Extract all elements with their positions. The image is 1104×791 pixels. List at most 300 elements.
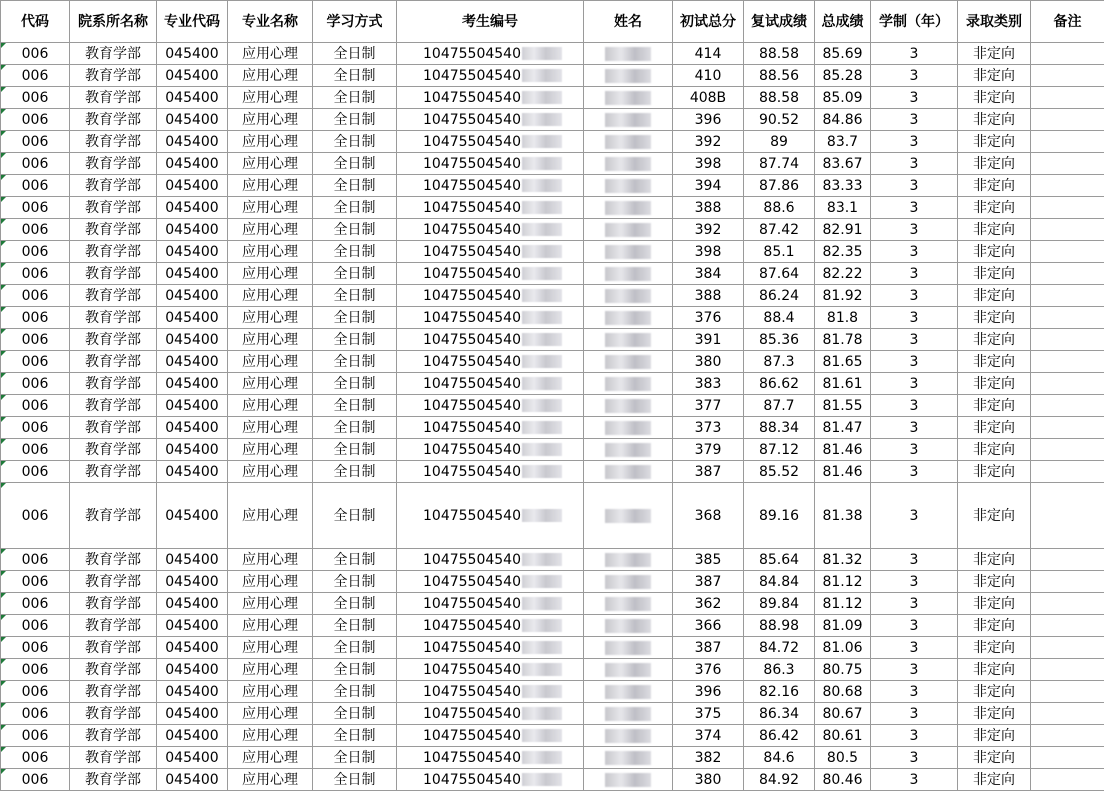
candidate-id-cell[interactable]	[397, 241, 584, 263]
category-cell[interactable]: 非定向	[958, 43, 1031, 65]
study-mode-cell[interactable]: 全日制	[313, 87, 397, 109]
code-cell[interactable]: 006	[1, 87, 70, 109]
retest-score-cell[interactable]: 86.24	[744, 285, 815, 307]
years-cell[interactable]: 3	[871, 87, 958, 109]
retest-score-cell[interactable]: 88.56	[744, 65, 815, 87]
retest-score-cell[interactable]: 87.7	[744, 395, 815, 417]
note-cell[interactable]	[1031, 373, 1104, 395]
category-cell[interactable]: 非定向	[958, 175, 1031, 197]
dept-name-cell[interactable]: 教育学部	[70, 263, 157, 285]
category-cell[interactable]: 非定向	[958, 593, 1031, 615]
header-cell[interactable]: 学习方式	[313, 1, 397, 43]
study-mode-cell[interactable]: 全日制	[313, 637, 397, 659]
candidate-id-cell[interactable]	[397, 351, 584, 373]
years-cell[interactable]: 3	[871, 615, 958, 637]
major-code-cell[interactable]: 045400	[157, 593, 228, 615]
dept-name-cell[interactable]: 教育学部	[70, 659, 157, 681]
code-cell[interactable]: 006	[1, 659, 70, 681]
candidate-id-cell[interactable]	[397, 747, 584, 769]
candidate-id-cell[interactable]	[397, 593, 584, 615]
note-cell[interactable]	[1031, 659, 1104, 681]
major-name-cell[interactable]: 应用心理	[228, 549, 313, 571]
years-cell[interactable]: 3	[871, 65, 958, 87]
candidate-id-cell[interactable]	[397, 439, 584, 461]
name-cell[interactable]	[584, 87, 673, 109]
category-cell[interactable]: 非定向	[958, 703, 1031, 725]
study-mode-cell[interactable]: 全日制	[313, 725, 397, 747]
note-cell[interactable]	[1031, 395, 1104, 417]
major-code-cell[interactable]: 045400	[157, 769, 228, 791]
candidate-id-cell[interactable]	[397, 637, 584, 659]
study-mode-cell[interactable]: 全日制	[313, 615, 397, 637]
study-mode-cell[interactable]: 全日制	[313, 571, 397, 593]
name-cell[interactable]	[584, 329, 673, 351]
name-cell[interactable]	[584, 439, 673, 461]
total-score-cell[interactable]: 81.65	[815, 351, 871, 373]
category-cell[interactable]: 非定向	[958, 549, 1031, 571]
retest-score-cell[interactable]: 87.42	[744, 219, 815, 241]
retest-score-cell[interactable]: 87.12	[744, 439, 815, 461]
major-code-cell[interactable]: 045400	[157, 395, 228, 417]
study-mode-cell[interactable]: 全日制	[313, 351, 397, 373]
study-mode-cell[interactable]: 全日制	[313, 483, 397, 549]
major-name-cell[interactable]: 应用心理	[228, 43, 313, 65]
total-score-cell[interactable]: 81.06	[815, 637, 871, 659]
category-cell[interactable]: 非定向	[958, 637, 1031, 659]
name-cell[interactable]	[584, 307, 673, 329]
candidate-id-cell[interactable]	[397, 571, 584, 593]
retest-score-cell[interactable]: 88.34	[744, 417, 815, 439]
total-score-cell[interactable]: 81.61	[815, 373, 871, 395]
note-cell[interactable]	[1031, 681, 1104, 703]
category-cell[interactable]: 非定向	[958, 263, 1031, 285]
note-cell[interactable]	[1031, 483, 1104, 549]
retest-score-cell[interactable]: 84.72	[744, 637, 815, 659]
name-cell[interactable]	[584, 351, 673, 373]
study-mode-cell[interactable]: 全日制	[313, 549, 397, 571]
initial-score-cell[interactable]: 379	[673, 439, 744, 461]
candidate-id-cell[interactable]	[397, 615, 584, 637]
note-cell[interactable]	[1031, 769, 1104, 791]
initial-score-cell[interactable]: 387	[673, 461, 744, 483]
major-name-cell[interactable]: 应用心理	[228, 307, 313, 329]
study-mode-cell[interactable]: 全日制	[313, 593, 397, 615]
code-cell[interactable]: 006	[1, 241, 70, 263]
candidate-id-cell[interactable]	[397, 329, 584, 351]
candidate-id-cell[interactable]	[397, 417, 584, 439]
category-cell[interactable]: 非定向	[958, 769, 1031, 791]
code-cell[interactable]: 006	[1, 593, 70, 615]
initial-score-cell[interactable]: 362	[673, 593, 744, 615]
major-code-cell[interactable]: 045400	[157, 131, 228, 153]
major-name-cell[interactable]: 应用心理	[228, 703, 313, 725]
total-score-cell[interactable]: 83.33	[815, 175, 871, 197]
major-name-cell[interactable]: 应用心理	[228, 351, 313, 373]
category-cell[interactable]: 非定向	[958, 461, 1031, 483]
category-cell[interactable]: 非定向	[958, 417, 1031, 439]
initial-score-cell[interactable]: 382	[673, 747, 744, 769]
category-cell[interactable]: 非定向	[958, 439, 1031, 461]
retest-score-cell[interactable]: 89.16	[744, 483, 815, 549]
candidate-id-cell[interactable]	[397, 769, 584, 791]
initial-score-cell[interactable]: 392	[673, 219, 744, 241]
years-cell[interactable]: 3	[871, 153, 958, 175]
name-cell[interactable]	[584, 153, 673, 175]
major-name-cell[interactable]: 应用心理	[228, 263, 313, 285]
major-name-cell[interactable]: 应用心理	[228, 109, 313, 131]
category-cell[interactable]: 非定向	[958, 65, 1031, 87]
name-cell[interactable]	[584, 681, 673, 703]
initial-score-cell[interactable]: 396	[673, 109, 744, 131]
total-score-cell[interactable]: 85.28	[815, 65, 871, 87]
name-cell[interactable]	[584, 747, 673, 769]
study-mode-cell[interactable]: 全日制	[313, 461, 397, 483]
retest-score-cell[interactable]: 87.86	[744, 175, 815, 197]
initial-score-cell[interactable]: 387	[673, 637, 744, 659]
name-cell[interactable]	[584, 197, 673, 219]
major-code-cell[interactable]: 045400	[157, 747, 228, 769]
total-score-cell[interactable]: 81.12	[815, 571, 871, 593]
major-name-cell[interactable]: 应用心理	[228, 681, 313, 703]
category-cell[interactable]: 非定向	[958, 351, 1031, 373]
name-cell[interactable]	[584, 395, 673, 417]
candidate-id-cell[interactable]	[397, 483, 584, 549]
dept-name-cell[interactable]: 教育学部	[70, 87, 157, 109]
note-cell[interactable]	[1031, 351, 1104, 373]
candidate-id-cell[interactable]	[397, 87, 584, 109]
note-cell[interactable]	[1031, 417, 1104, 439]
years-cell[interactable]: 3	[871, 241, 958, 263]
total-score-cell[interactable]: 81.47	[815, 417, 871, 439]
code-cell[interactable]: 006	[1, 637, 70, 659]
candidate-id-cell[interactable]	[397, 725, 584, 747]
name-cell[interactable]	[584, 131, 673, 153]
code-cell[interactable]: 006	[1, 417, 70, 439]
code-cell[interactable]: 006	[1, 351, 70, 373]
code-cell[interactable]: 006	[1, 175, 70, 197]
code-cell[interactable]: 006	[1, 439, 70, 461]
study-mode-cell[interactable]: 全日制	[313, 285, 397, 307]
dept-name-cell[interactable]: 教育学部	[70, 197, 157, 219]
major-name-cell[interactable]: 应用心理	[228, 87, 313, 109]
note-cell[interactable]	[1031, 263, 1104, 285]
code-cell[interactable]: 006	[1, 263, 70, 285]
note-cell[interactable]	[1031, 725, 1104, 747]
name-cell[interactable]	[584, 263, 673, 285]
major-name-cell[interactable]: 应用心理	[228, 439, 313, 461]
major-code-cell[interactable]: 045400	[157, 87, 228, 109]
dept-name-cell[interactable]: 教育学部	[70, 461, 157, 483]
header-cell[interactable]: 总成绩	[815, 1, 871, 43]
category-cell[interactable]: 非定向	[958, 153, 1031, 175]
years-cell[interactable]: 3	[871, 219, 958, 241]
major-code-cell[interactable]: 045400	[157, 197, 228, 219]
initial-score-cell[interactable]: 374	[673, 725, 744, 747]
total-score-cell[interactable]: 80.61	[815, 725, 871, 747]
dept-name-cell[interactable]: 教育学部	[70, 285, 157, 307]
candidate-id-cell[interactable]	[397, 461, 584, 483]
total-score-cell[interactable]: 81.55	[815, 395, 871, 417]
note-cell[interactable]	[1031, 439, 1104, 461]
major-name-cell[interactable]: 应用心理	[228, 637, 313, 659]
header-cell[interactable]: 院系所名称	[70, 1, 157, 43]
category-cell[interactable]: 非定向	[958, 725, 1031, 747]
major-code-cell[interactable]: 045400	[157, 43, 228, 65]
study-mode-cell[interactable]: 全日制	[313, 747, 397, 769]
note-cell[interactable]	[1031, 329, 1104, 351]
dept-name-cell[interactable]: 教育学部	[70, 351, 157, 373]
initial-score-cell[interactable]: 380	[673, 769, 744, 791]
major-code-cell[interactable]: 045400	[157, 241, 228, 263]
category-cell[interactable]: 非定向	[958, 395, 1031, 417]
retest-score-cell[interactable]: 86.3	[744, 659, 815, 681]
major-name-cell[interactable]: 应用心理	[228, 571, 313, 593]
major-name-cell[interactable]: 应用心理	[228, 769, 313, 791]
years-cell[interactable]: 3	[871, 549, 958, 571]
candidate-id-cell[interactable]	[397, 219, 584, 241]
header-cell[interactable]: 备注	[1031, 1, 1104, 43]
retest-score-cell[interactable]: 88.4	[744, 307, 815, 329]
candidate-id-cell[interactable]	[397, 373, 584, 395]
initial-score-cell[interactable]: 398	[673, 153, 744, 175]
study-mode-cell[interactable]: 全日制	[313, 131, 397, 153]
total-score-cell[interactable]: 82.22	[815, 263, 871, 285]
note-cell[interactable]	[1031, 593, 1104, 615]
total-score-cell[interactable]: 81.8	[815, 307, 871, 329]
candidate-id-cell[interactable]	[397, 285, 584, 307]
retest-score-cell[interactable]: 85.36	[744, 329, 815, 351]
header-cell[interactable]: 专业代码	[157, 1, 228, 43]
initial-score-cell[interactable]: 391	[673, 329, 744, 351]
total-score-cell[interactable]: 81.46	[815, 439, 871, 461]
code-cell[interactable]: 006	[1, 769, 70, 791]
dept-name-cell[interactable]: 教育学部	[70, 725, 157, 747]
note-cell[interactable]	[1031, 285, 1104, 307]
code-cell[interactable]: 006	[1, 109, 70, 131]
major-name-cell[interactable]: 应用心理	[228, 131, 313, 153]
major-name-cell[interactable]: 应用心理	[228, 483, 313, 549]
study-mode-cell[interactable]: 全日制	[313, 197, 397, 219]
note-cell[interactable]	[1031, 153, 1104, 175]
major-code-cell[interactable]: 045400	[157, 153, 228, 175]
note-cell[interactable]	[1031, 571, 1104, 593]
header-cell[interactable]: 初试总分	[673, 1, 744, 43]
retest-score-cell[interactable]: 88.58	[744, 87, 815, 109]
name-cell[interactable]	[584, 659, 673, 681]
years-cell[interactable]: 3	[871, 637, 958, 659]
dept-name-cell[interactable]: 教育学部	[70, 593, 157, 615]
total-score-cell[interactable]: 84.86	[815, 109, 871, 131]
dept-name-cell[interactable]: 教育学部	[70, 417, 157, 439]
code-cell[interactable]: 006	[1, 571, 70, 593]
major-code-cell[interactable]: 045400	[157, 417, 228, 439]
years-cell[interactable]: 3	[871, 659, 958, 681]
category-cell[interactable]: 非定向	[958, 659, 1031, 681]
initial-score-cell[interactable]: 385	[673, 549, 744, 571]
major-code-cell[interactable]: 045400	[157, 285, 228, 307]
initial-score-cell[interactable]: 394	[673, 175, 744, 197]
years-cell[interactable]: 3	[871, 483, 958, 549]
major-name-cell[interactable]: 应用心理	[228, 241, 313, 263]
study-mode-cell[interactable]: 全日制	[313, 153, 397, 175]
dept-name-cell[interactable]: 教育学部	[70, 219, 157, 241]
years-cell[interactable]: 3	[871, 197, 958, 219]
retest-score-cell[interactable]: 87.64	[744, 263, 815, 285]
retest-score-cell[interactable]: 88.6	[744, 197, 815, 219]
initial-score-cell[interactable]: 375	[673, 703, 744, 725]
retest-score-cell[interactable]: 87.74	[744, 153, 815, 175]
study-mode-cell[interactable]: 全日制	[313, 43, 397, 65]
category-cell[interactable]: 非定向	[958, 571, 1031, 593]
major-code-cell[interactable]: 045400	[157, 439, 228, 461]
total-score-cell[interactable]: 80.75	[815, 659, 871, 681]
major-name-cell[interactable]: 应用心理	[228, 175, 313, 197]
name-cell[interactable]	[584, 483, 673, 549]
major-name-cell[interactable]: 应用心理	[228, 395, 313, 417]
study-mode-cell[interactable]: 全日制	[313, 263, 397, 285]
name-cell[interactable]	[584, 461, 673, 483]
name-cell[interactable]	[584, 43, 673, 65]
total-score-cell[interactable]: 82.35	[815, 241, 871, 263]
note-cell[interactable]	[1031, 87, 1104, 109]
name-cell[interactable]	[584, 615, 673, 637]
name-cell[interactable]	[584, 769, 673, 791]
candidate-id-cell[interactable]	[397, 549, 584, 571]
major-code-cell[interactable]: 045400	[157, 725, 228, 747]
initial-score-cell[interactable]: 410	[673, 65, 744, 87]
major-name-cell[interactable]: 应用心理	[228, 461, 313, 483]
major-name-cell[interactable]: 应用心理	[228, 197, 313, 219]
years-cell[interactable]: 3	[871, 175, 958, 197]
initial-score-cell[interactable]: 392	[673, 131, 744, 153]
total-score-cell[interactable]: 81.32	[815, 549, 871, 571]
code-cell[interactable]: 006	[1, 65, 70, 87]
code-cell[interactable]: 006	[1, 197, 70, 219]
dept-name-cell[interactable]: 教育学部	[70, 109, 157, 131]
name-cell[interactable]	[584, 241, 673, 263]
major-code-cell[interactable]: 045400	[157, 571, 228, 593]
header-cell[interactable]: 考生编号	[397, 1, 584, 43]
name-cell[interactable]	[584, 219, 673, 241]
study-mode-cell[interactable]: 全日制	[313, 329, 397, 351]
note-cell[interactable]	[1031, 637, 1104, 659]
total-score-cell[interactable]: 80.67	[815, 703, 871, 725]
initial-score-cell[interactable]: 396	[673, 681, 744, 703]
code-cell[interactable]: 006	[1, 747, 70, 769]
years-cell[interactable]: 3	[871, 263, 958, 285]
study-mode-cell[interactable]: 全日制	[313, 65, 397, 87]
code-cell[interactable]: 006	[1, 615, 70, 637]
candidate-id-cell[interactable]	[397, 131, 584, 153]
candidate-id-cell[interactable]	[397, 307, 584, 329]
major-name-cell[interactable]: 应用心理	[228, 219, 313, 241]
years-cell[interactable]: 3	[871, 725, 958, 747]
years-cell[interactable]: 3	[871, 285, 958, 307]
initial-score-cell[interactable]: 377	[673, 395, 744, 417]
major-code-cell[interactable]: 045400	[157, 703, 228, 725]
category-cell[interactable]: 非定向	[958, 241, 1031, 263]
major-code-cell[interactable]: 045400	[157, 65, 228, 87]
years-cell[interactable]: 3	[871, 461, 958, 483]
years-cell[interactable]: 3	[871, 747, 958, 769]
total-score-cell[interactable]: 80.5	[815, 747, 871, 769]
code-cell[interactable]: 006	[1, 285, 70, 307]
dept-name-cell[interactable]: 教育学部	[70, 65, 157, 87]
dept-name-cell[interactable]: 教育学部	[70, 175, 157, 197]
years-cell[interactable]: 3	[871, 703, 958, 725]
total-score-cell[interactable]: 83.7	[815, 131, 871, 153]
note-cell[interactable]	[1031, 219, 1104, 241]
name-cell[interactable]	[584, 549, 673, 571]
study-mode-cell[interactable]: 全日制	[313, 219, 397, 241]
code-cell[interactable]: 006	[1, 43, 70, 65]
code-cell[interactable]: 006	[1, 219, 70, 241]
category-cell[interactable]: 非定向	[958, 197, 1031, 219]
years-cell[interactable]: 3	[871, 109, 958, 131]
candidate-id-cell[interactable]	[397, 395, 584, 417]
note-cell[interactable]	[1031, 703, 1104, 725]
code-cell[interactable]: 006	[1, 703, 70, 725]
total-score-cell[interactable]: 83.1	[815, 197, 871, 219]
category-cell[interactable]: 非定向	[958, 329, 1031, 351]
retest-score-cell[interactable]: 84.6	[744, 747, 815, 769]
major-code-cell[interactable]: 045400	[157, 483, 228, 549]
years-cell[interactable]: 3	[871, 351, 958, 373]
candidate-id-cell[interactable]	[397, 263, 584, 285]
retest-score-cell[interactable]: 89	[744, 131, 815, 153]
years-cell[interactable]: 3	[871, 571, 958, 593]
code-cell[interactable]: 006	[1, 725, 70, 747]
name-cell[interactable]	[584, 703, 673, 725]
candidate-id-cell[interactable]	[397, 197, 584, 219]
study-mode-cell[interactable]: 全日制	[313, 373, 397, 395]
category-cell[interactable]: 非定向	[958, 373, 1031, 395]
dept-name-cell[interactable]: 教育学部	[70, 615, 157, 637]
note-cell[interactable]	[1031, 43, 1104, 65]
candidate-id-cell[interactable]	[397, 65, 584, 87]
initial-score-cell[interactable]: 384	[673, 263, 744, 285]
total-score-cell[interactable]: 81.38	[815, 483, 871, 549]
header-cell[interactable]: 代码	[1, 1, 70, 43]
code-cell[interactable]: 006	[1, 483, 70, 549]
code-cell[interactable]: 006	[1, 307, 70, 329]
note-cell[interactable]	[1031, 65, 1104, 87]
years-cell[interactable]: 3	[871, 439, 958, 461]
total-score-cell[interactable]: 83.67	[815, 153, 871, 175]
retest-score-cell[interactable]: 86.34	[744, 703, 815, 725]
major-code-cell[interactable]: 045400	[157, 659, 228, 681]
note-cell[interactable]	[1031, 175, 1104, 197]
years-cell[interactable]: 3	[871, 395, 958, 417]
note-cell[interactable]	[1031, 241, 1104, 263]
major-name-cell[interactable]: 应用心理	[228, 659, 313, 681]
category-cell[interactable]: 非定向	[958, 615, 1031, 637]
major-code-cell[interactable]: 045400	[157, 549, 228, 571]
code-cell[interactable]: 006	[1, 329, 70, 351]
initial-score-cell[interactable]: 414	[673, 43, 744, 65]
dept-name-cell[interactable]: 教育学部	[70, 747, 157, 769]
note-cell[interactable]	[1031, 131, 1104, 153]
dept-name-cell[interactable]: 教育学部	[70, 549, 157, 571]
major-code-cell[interactable]: 045400	[157, 175, 228, 197]
header-cell[interactable]: 学制（年）	[871, 1, 958, 43]
candidate-id-cell[interactable]	[397, 43, 584, 65]
years-cell[interactable]: 3	[871, 681, 958, 703]
dept-name-cell[interactable]: 教育学部	[70, 241, 157, 263]
candidate-id-cell[interactable]	[397, 175, 584, 197]
total-score-cell[interactable]: 81.78	[815, 329, 871, 351]
code-cell[interactable]: 006	[1, 549, 70, 571]
